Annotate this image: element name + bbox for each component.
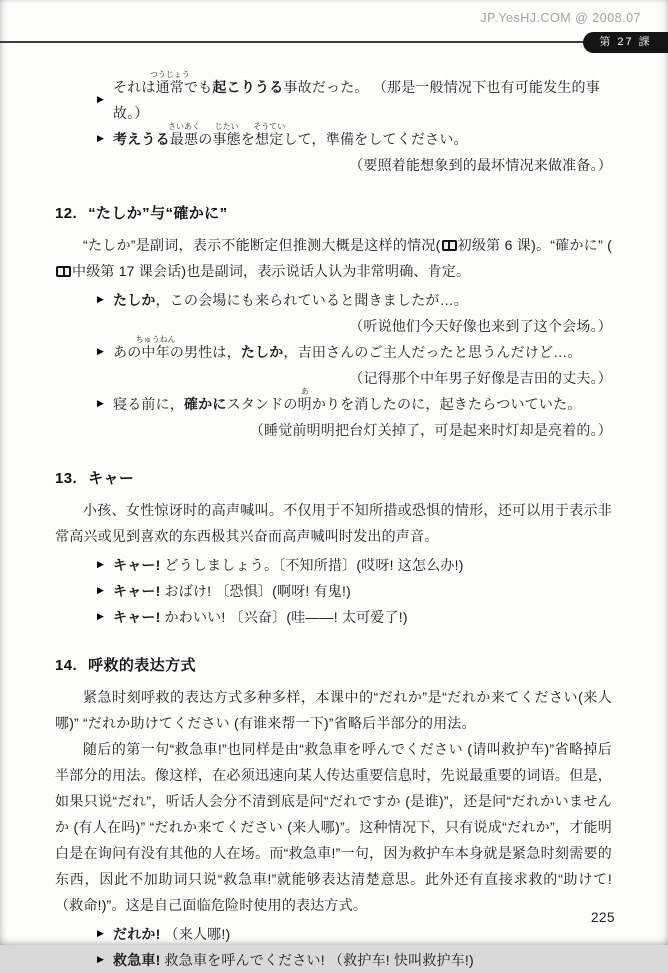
triangle-bullet-icon: ▶ bbox=[97, 345, 105, 356]
emphasized-text: 救急車! bbox=[113, 952, 161, 968]
section-number: 13. bbox=[55, 470, 78, 487]
triangle-bullet-icon: ▶ bbox=[97, 610, 105, 621]
example-text bbox=[113, 70, 600, 121]
section-paragraph bbox=[55, 497, 612, 549]
text-segment: を bbox=[240, 131, 256, 147]
text-segment: スタンドの bbox=[226, 396, 298, 412]
text-segment: ，この会場にも来られていると聞きましたが…。 bbox=[155, 292, 469, 308]
text-segment: “たしか”是副词，表示不能断定但推测大概是这样的情况( bbox=[83, 237, 441, 253]
emphasized-text: キャー! bbox=[113, 609, 161, 625]
triangle-bullet-icon: ▶ bbox=[97, 93, 105, 104]
triangle-bullet-icon: ▶ bbox=[97, 132, 105, 143]
furigana-reading: さいあく bbox=[168, 122, 201, 131]
book-icon bbox=[56, 266, 71, 277]
example-item bbox=[97, 921, 612, 947]
furigana-term: 事態 じたい bbox=[212, 122, 241, 147]
furigana-term: 最悪 さいあく bbox=[168, 122, 201, 147]
triangle-bullet-icon: ▶ bbox=[97, 293, 105, 304]
example-item bbox=[97, 604, 612, 630]
example-item bbox=[97, 335, 612, 365]
page-content bbox=[0, 54, 668, 973]
furigana-term: 通常 つうじょう bbox=[149, 70, 190, 95]
section-heading bbox=[55, 466, 612, 492]
text-segment: かりを消したのに，起きたらついていた。 bbox=[311, 396, 582, 412]
text-segment: でも bbox=[184, 79, 213, 95]
chapter-tab: 第 27 課 bbox=[583, 32, 668, 53]
section-title: 呼救的表达方式 bbox=[88, 657, 196, 674]
example-item bbox=[97, 552, 612, 578]
text-segment: の男性は， bbox=[169, 344, 241, 360]
example-text bbox=[113, 292, 468, 308]
example-text bbox=[113, 122, 468, 147]
emphasized-text: キャー! bbox=[113, 583, 161, 599]
furigana-reading: つうじょう bbox=[149, 70, 190, 79]
text-segment: 随后的第一句“救急車!”也同样是由“救急車を呼んでください (请叫救护车)”省略掉后半部分的用法。像这样，在必须迅速向某人传达重要信息时，先说最重要的词语。但是，如果只说“だれ”，听话人会分不清到底是问“だれですか (是谁)”，还是问“だれかいませんか (有人在吗)” “だれか来てください (来人哪)”。这种情况下，只有说成“だれか”，才能明白是在询问有没有其他的人在场。而“救急車!”一句，因为救护车本身就是紧急时刻需要的东西，因此不加助词只说“救急車!”就能够表达清楚意思。此外还有直接求救的“助けて! （救命!)”。这是自己面临危险时使用的表达方式。 bbox=[55, 741, 612, 913]
text-segment: （来人哪!) bbox=[160, 926, 231, 942]
text-segment: 紧急时刻呼救的表达方式多种多样，本课中的“だれか”是“だれか来てください(来人哪)” “だれか助けてください (有谁来帮一下)”省略后半部分的用法。 bbox=[55, 689, 612, 731]
section-paragraph bbox=[55, 232, 612, 284]
text-segment: 初级第 6 课)。“確かに” ( bbox=[457, 237, 612, 253]
text-segment: かわいい! 〔兴奋〕(哇——! 太可爱了!) bbox=[160, 609, 408, 625]
example-list bbox=[97, 552, 612, 630]
example-text bbox=[113, 952, 474, 968]
section-number: 14. bbox=[55, 657, 78, 674]
emphasized-text: キャー! bbox=[113, 557, 161, 573]
furigana-reading: じたい bbox=[214, 122, 239, 131]
section-13 bbox=[55, 466, 612, 630]
example-item bbox=[97, 287, 612, 313]
section-heading bbox=[55, 201, 612, 227]
page-number: 225 bbox=[590, 910, 615, 925]
translation-line: （记得那个中年男子好像是吉田的丈夫。） bbox=[349, 370, 612, 386]
triangle-bullet-icon: ▶ bbox=[97, 927, 105, 938]
emphasized-text: たしか bbox=[113, 292, 156, 308]
text-segment: それは bbox=[113, 79, 156, 95]
text-segment: 事故だった。 （那是一般情况下也有可能发生的事故。） bbox=[113, 79, 600, 121]
section-number: 12. bbox=[55, 205, 78, 222]
text-segment: 小孩、女性惊讶时的高声喊叫。不仅用于不知所措或恐惧的情形，还可以用于表示非常高兴或见到喜欢的东西极其兴奋而高声喊叫时发出的声音。 bbox=[55, 502, 612, 544]
example-item bbox=[97, 70, 612, 126]
section-title: キャー bbox=[88, 470, 135, 487]
section-paragraph bbox=[55, 736, 612, 918]
furigana-reading: ちゅうねん bbox=[135, 335, 176, 344]
example-text bbox=[113, 335, 582, 360]
section-title: “たしか”与“確かに” bbox=[88, 205, 228, 222]
triangle-bullet-icon: ▶ bbox=[97, 397, 105, 408]
translation-line: （听说他们今天好像也来到了这个会场。） bbox=[349, 318, 612, 334]
section-heading bbox=[55, 653, 612, 679]
section-paragraph bbox=[55, 684, 612, 736]
text-segment: どうしましょう。〔不知所措〕(哎呀! 这怎么办!) bbox=[160, 557, 464, 573]
example-list bbox=[97, 921, 612, 973]
example-text bbox=[113, 609, 408, 625]
emphasized-text: 起こりうる bbox=[212, 79, 284, 95]
triangle-bullet-icon: ▶ bbox=[97, 558, 105, 569]
triangle-bullet-icon: ▶ bbox=[97, 953, 105, 964]
example-text bbox=[113, 387, 582, 412]
example-list bbox=[97, 70, 612, 178]
section-12 bbox=[55, 201, 612, 443]
emphasized-text: たしか bbox=[240, 344, 284, 360]
furigana-reading: あ bbox=[300, 387, 309, 396]
example-text bbox=[113, 926, 230, 942]
text-segment: あの bbox=[113, 344, 142, 360]
text-segment: 救急車を呼んでください! （救护车! 快叫救护车!) bbox=[160, 952, 474, 968]
furigana-term: 中年 ちゅうねん bbox=[135, 335, 176, 360]
text-segment: 寝る前に， bbox=[113, 396, 184, 412]
emphasized-text: 考えうる bbox=[113, 131, 170, 147]
section-11-tail bbox=[55, 70, 612, 178]
triangle-bullet-icon: ▶ bbox=[97, 584, 105, 595]
emphasized-text: だれか! bbox=[113, 926, 161, 942]
furigana-term: 明 あ bbox=[297, 387, 312, 412]
example-item bbox=[97, 947, 612, 973]
divider-line bbox=[0, 41, 594, 43]
furigana-reading: そうてい bbox=[253, 122, 286, 131]
example-item bbox=[97, 578, 612, 604]
header-divider bbox=[0, 32, 668, 54]
translation-line: （睡觉前明明把台灯关掉了，可是起来时灯却是亮着的。） bbox=[249, 422, 612, 438]
example-list bbox=[97, 287, 612, 443]
book-icon bbox=[442, 240, 457, 251]
furigana-term: 想定 そうてい bbox=[253, 122, 286, 147]
example-text bbox=[113, 583, 351, 599]
example-item bbox=[97, 387, 612, 417]
text-segment: おばけ! 〔恐惧〕(啊呀! 有鬼!) bbox=[160, 583, 351, 599]
section-14 bbox=[55, 653, 612, 973]
text-segment: 中级第 17 课会话)也是副词，表示说话人认为非常明确、肯定。 bbox=[72, 263, 471, 279]
example-item bbox=[97, 122, 612, 152]
text-segment: ，吉田さんのご主人だったと思うんだけど…。 bbox=[283, 344, 582, 360]
emphasized-text: 確かに bbox=[184, 396, 227, 412]
text-segment: して，準備をしてください。 bbox=[283, 131, 468, 147]
translation-line: （要照着能想象到的最坏情况来做准备。） bbox=[349, 157, 612, 173]
watermark: JP.YesHJ.COM @ 2008.07 bbox=[480, 11, 641, 25]
text-segment: の bbox=[198, 131, 213, 147]
example-text bbox=[113, 557, 464, 573]
